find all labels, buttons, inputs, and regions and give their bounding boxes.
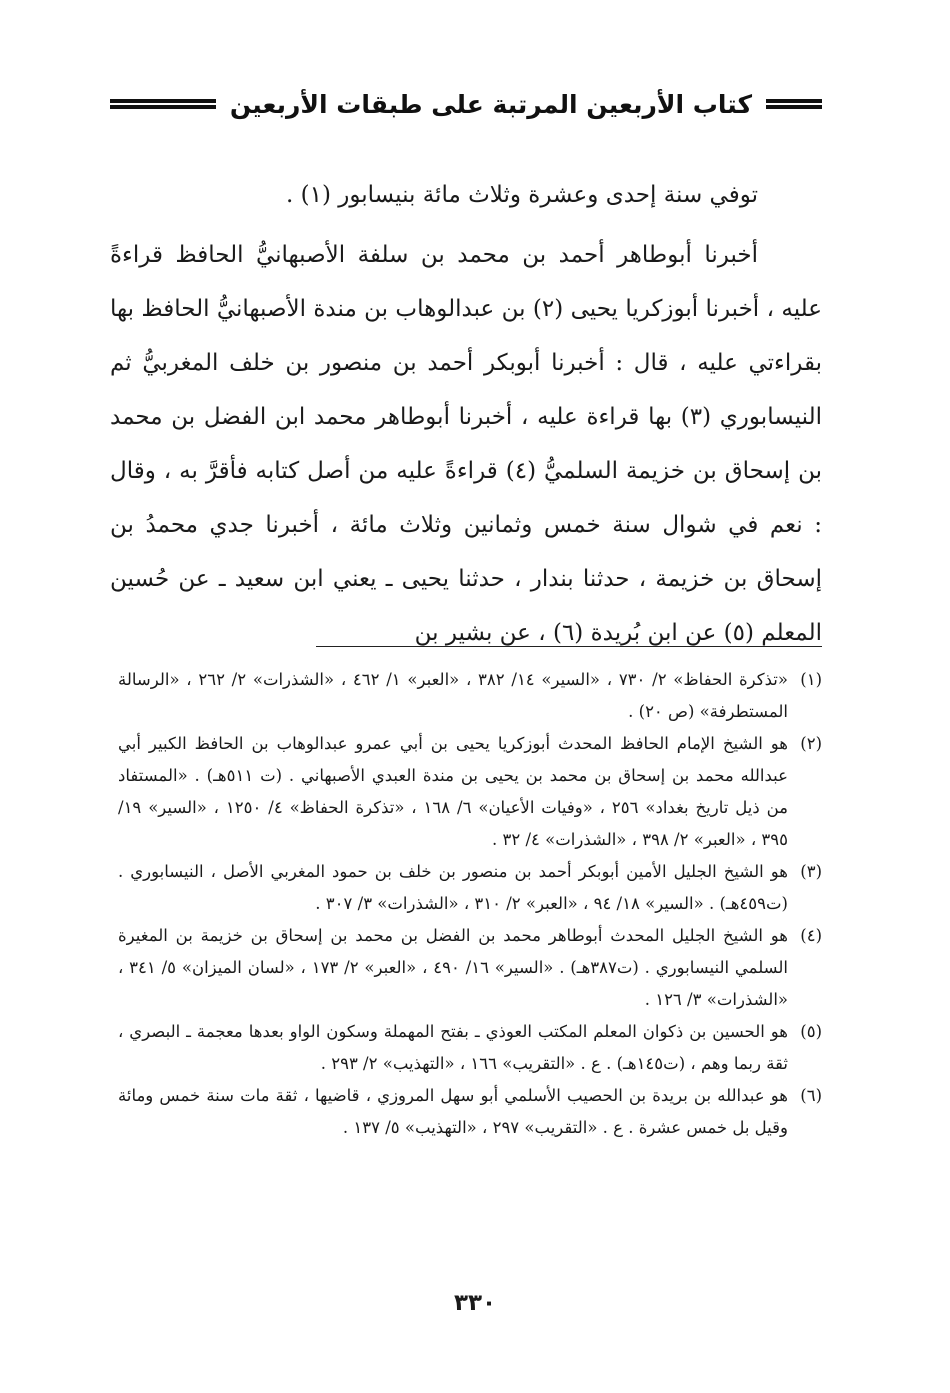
footnotes bbox=[118, 664, 822, 1144]
footnote-6 bbox=[118, 1080, 822, 1144]
footnote-text: هو الشيخ الجليل الأمين أبوبكر أحمد بن منصور بن خلف بن حمود المغربي الأصل ، النيسابوري . (ت٤٥٩هـ) . «السير» ١٨/ ٩٤ ، «العبر» ٢/ ٣١٠ ، «الشذرات» ٣/ ٣٠٧ . bbox=[118, 862, 788, 913]
footnote-number: (٥) bbox=[800, 1022, 822, 1041]
footnote-number: (٤) bbox=[800, 926, 822, 945]
page-number: ٣٣٠ bbox=[453, 1290, 497, 1316]
footnote-3 bbox=[118, 856, 822, 920]
footnote-text: هو الشيخ الإمام الحافظ المحدث أبوزكريا يحيى بن أبي عمرو عبدالوهاب بن الحافظ الكبير أبي عبدالله محمد بن إسحاق بن محمد بن يحيى بن مندة العبدي الأصبهاني . (ت ٥١١هـ) . «المستفاد من ذيل تاريخ بغداد» ٢٥٦ ، «وفيات الأعيان» ٦/ ١٦٨ ، «تذكرة الحفاظ» ٤/ ١٢٥٠ ، «السير» ١٩/ ٣٩٥ ، «العبر» ٢/ ٣٩٨ ، «الشذرات» ٤/ ٣٢ . bbox=[118, 734, 788, 849]
footnote-5 bbox=[118, 1016, 822, 1080]
header-rule-right bbox=[766, 99, 822, 109]
footnote-2 bbox=[118, 728, 822, 856]
hadith-paragraph: أخبرنا أبوطاهر أحمد بن محمد بن سلفة الأصبهانيُّ الحافظ قراءةً عليه ، أخبرنا أبوزكريا يحيى (٢) بن عبدالوهاب بن مندة الأصبهانيُّ الحافظ بها بقراءتي عليه ، قال : أخبرنا أبوبكر أحمد بن منصور بن خلف المغربيُّ ثم النيسابوري (٣) بها قراءة عليه ، أخبرنا أبوطاهر محمد ابن الفضل بن محمد بن إسحاق بن خزيمة السلميُّ (٤) قراءةً عليه من أصل كتابه فأقرَّ به ، وقال : نعم في شوال سنة خمس وثمانين وثلاث مائة ، أخبرنا جدي محمدُ بن إسحاق بن خزيمة ، حدثنا بندار ، حدثنا يحيى ـ يعني ابن سعيد ـ عن حُسين المعلم (٥) عن ابن بُريدة (٦) ، عن بشير بن bbox=[110, 242, 822, 646]
footnote-text: هو الحسين بن ذكوان المعلم المكتب العوذي ـ بفتح المهملة وسكون الواو بعدها معجمة ـ البصري ، ثقة ربما وهم ، (ت١٤٥هـ) . ع . «التقريب» ١٦٦ ، «التهذيب» ٢/ ٢٩٣ . bbox=[118, 1022, 788, 1073]
footnote-text: «تذكرة الحفاظ» ٢/ ٧٣٠ ، «السير» ١٤/ ٣٨٢ ، «العبر» ١/ ٤٦٢ ، «الشذرات» ٢/ ٢٦٢ ، «الرسالة المستطرفة» (ص ٢٠) . bbox=[118, 670, 788, 721]
main-text bbox=[110, 168, 822, 660]
footnote-text: هو عبدالله بن بريدة بن الحصيب الأسلمي أبو سهل المروزي ، قاضيها ، ثقة مات سنة خمس ومائة وقيل بل خمس عشرة . ع . «التقريب» ٢٩٧ ، «التهذيب» ٥/ ١٣٧ . bbox=[118, 1086, 788, 1137]
footnote-number: (١) bbox=[800, 670, 822, 689]
opening-line: توفي سنة إحدى وعشرة وثلاث مائة بنيسابور (١) . bbox=[285, 182, 758, 208]
footnote-4 bbox=[118, 920, 822, 1016]
footnote-1 bbox=[118, 664, 822, 728]
footnote-number: (٦) bbox=[800, 1086, 822, 1105]
footnote-text: هو الشيخ الجليل المحدث أبوطاهر محمد بن الفضل بن محمد بن إسحاق بن خزيمة بن المغيرة السلمي النيسابوري . (ت٣٨٧هـ) . «السير» ١٦/ ٤٩٠ ، «العبر» ٢/ ١٧٣ ، «لسان الميزان» ٥/ ٣٤١ ، «الشذرات» ٣/ ١٢٦ . bbox=[118, 926, 788, 1009]
header-rule-left bbox=[110, 99, 216, 109]
running-header bbox=[110, 86, 822, 122]
footnote-number: (٣) bbox=[800, 862, 822, 881]
header-title: كتاب الأربعين المرتبة على طبقات الأربعين bbox=[229, 89, 752, 119]
footnote-number: (٢) bbox=[800, 734, 822, 753]
footnote-separator bbox=[316, 646, 822, 647]
